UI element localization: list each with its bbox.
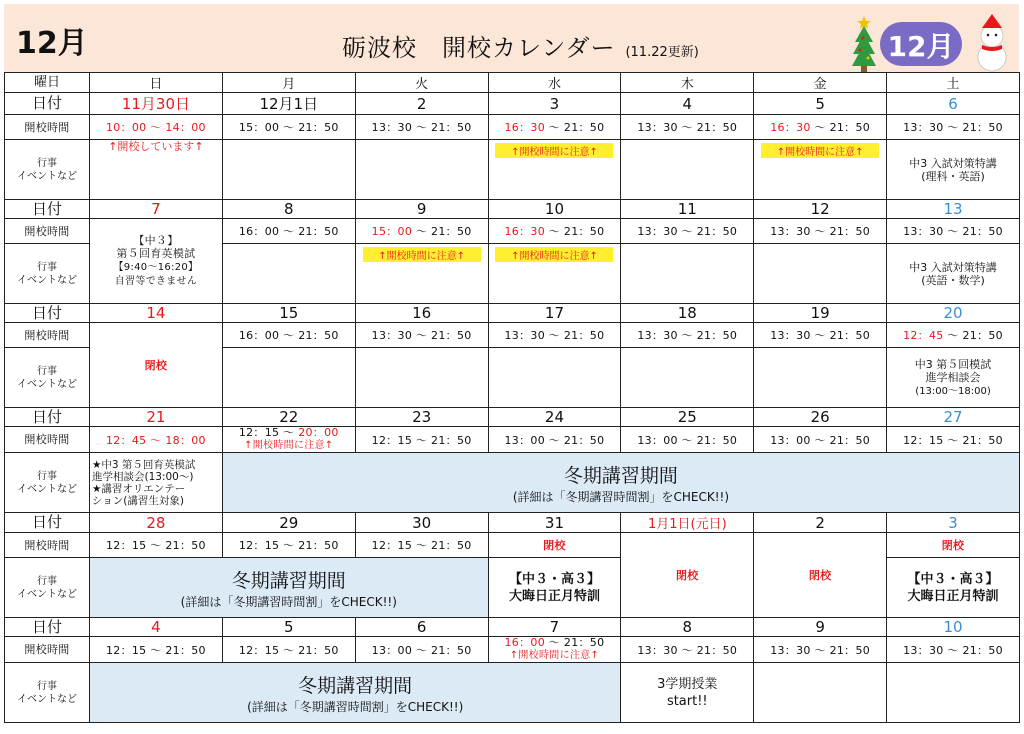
date-cell: 24 [488,408,621,427]
event-cell [222,140,355,200]
closed-cell: 閉校 [488,533,621,558]
event-cell [754,348,887,408]
event-cell [222,244,355,304]
time-cell: 13：30 ～ 21：50 [754,219,887,244]
date-label: 日付 [5,304,90,323]
time-cell: 13：00 ～ 21：50 [488,427,621,453]
date-row [5,618,1020,637]
date-cell: 31 [488,513,621,533]
time-row [5,533,1020,558]
date-cell: 23 [355,408,488,427]
time-row [5,115,1020,140]
date-cell: 28 [90,513,223,533]
time-cell: 13：30 ～ 21：50 [621,637,754,663]
notice-highlight: ↑開校時間に注意↑ [495,247,613,262]
time-cell: 13：30 ～ 21：50 [355,323,488,348]
event-cell [754,663,887,723]
updated-note: (11.22更新) [625,45,699,60]
event-cell: ★中3 第５回育英模試 進学相談会(13:00～) ★講習オリエンテー ション(講習生対象) [90,453,223,513]
time-cell: 13：30 ～ 21：50 [754,637,887,663]
time-cell: 12：15 ～ 21：50 [222,637,355,663]
event-cell [355,348,488,408]
date-cell: 11月30日 [90,93,223,115]
event-cell: 中3 入試対策特講 (理科・英語) [887,140,1020,200]
date-cell: 10 [887,618,1020,637]
date-label: 日付 [5,408,90,427]
weekday-row [5,73,1020,93]
time-row [5,427,1020,453]
time-cell: 13：30 ～ 21：50 [887,115,1020,140]
time-cell: 12：15 ～ 20：00 ↑開校時間に注意↑ [222,427,355,453]
page-title [342,28,699,63]
time-cell: 16：00 ～ 21：50 [222,323,355,348]
weekday-tue: 火 [355,73,488,93]
time-label: 開校時間 [5,533,90,558]
event-cell [754,140,887,200]
event-row [5,453,1020,513]
snowman-icon [978,14,1006,71]
time-cell: 12：15 ～ 21：50 [355,533,488,558]
event-cell [355,140,488,200]
winter-course-banner: 冬期講習期間 (詳細は「冬期講習時間割」をCHECK!!) [222,453,1019,513]
date-cell: 20 [887,304,1020,323]
date-cell: 11 [621,200,754,219]
winter-course-banner: 冬期講習期間 (詳細は「冬期講習時間割」をCHECK!!) [90,558,489,618]
date-cell: 7 [488,618,621,637]
time-cell: 13：30 ～ 21：50 [887,637,1020,663]
event-cell: ↑開校しています↑ [90,140,223,200]
event-cell [754,244,887,304]
closed-cell: 閉校 [621,533,754,618]
date-cell: 9 [754,618,887,637]
date-cell: 26 [754,408,887,427]
notice-highlight: ↑開校時間に注意↑ [495,143,613,158]
time-cell: 16：00 ～ 21：50 ↑開校時間に注意↑ [488,637,621,663]
time-cell: 13：00 ～ 21：50 [754,427,887,453]
time-row [5,637,1020,663]
time-cell: 13：00 ～ 21：50 [355,637,488,663]
event-cell: 3学期授業 start!! [621,663,754,723]
date-row [5,513,1020,533]
date-cell: 3 [488,93,621,115]
date-cell: 6 [887,93,1020,115]
header-band [4,4,1019,72]
time-label: 開校時間 [5,427,90,453]
date-label: 日付 [5,618,90,637]
event-label: 行事 イベントなど [5,244,90,304]
date-row [5,200,1020,219]
date-cell: 9 [355,200,488,219]
time-cell: 12：15 ～ 21：50 [90,637,223,663]
date-cell: 7 [90,200,223,219]
event-cell: 中3 入試対策特講 (英語・数学) [887,244,1020,304]
weekday-fri: 金 [754,73,887,93]
closed-cell: 閉校 [754,533,887,618]
date-row [5,93,1020,115]
time-label: 開校時間 [5,219,90,244]
date-cell: 5 [754,93,887,115]
time-cell: 13：00 ～ 21：50 [621,427,754,453]
event-cell [621,244,754,304]
date-cell: 3 [887,513,1020,533]
christmas-tree-icon [852,16,876,72]
time-cell: 10：00 ～ 14：00 [90,115,223,140]
date-cell: 16 [355,304,488,323]
time-cell: 12：15 ～ 21：50 [222,533,355,558]
event-cell [355,244,488,304]
date-row [5,304,1020,323]
time-label: 開校時間 [5,115,90,140]
date-cell: 10 [488,200,621,219]
date-cell: 15 [222,304,355,323]
date-cell: 2 [754,513,887,533]
date-cell: 6 [355,618,488,637]
date-cell: 12 [754,200,887,219]
date-cell: 18 [621,304,754,323]
event-cell [222,348,355,408]
time-cell: 12：15 ～ 21：50 [90,533,223,558]
title-text: 砺波校 開校カレンダー [342,34,616,62]
date-label: 日付 [5,200,90,219]
event-label: 行事 イベントなど [5,453,90,513]
date-cell: 13 [887,200,1020,219]
time-cell: 13：30 ～ 21：50 [621,219,754,244]
closed-cell: 閉校 [887,533,1020,558]
event-cell [887,663,1020,723]
time-cell: 13：30 ～ 21：50 [621,323,754,348]
date-cell: 4 [90,618,223,637]
time-label: 開校時間 [5,323,90,348]
winter-decoration-icon [852,12,1022,74]
time-cell: 16：30 ～ 21：50 [488,219,621,244]
event-cell: 【中３・高３】 大晦日正月特訓 [488,558,621,618]
time-row [5,323,1020,348]
event-cell: 【中３】 第５回育英模試 【9:40～16:20】 自習等できません [90,219,223,304]
time-cell: 12：15 ～ 21：50 [887,427,1020,453]
date-cell: 25 [621,408,754,427]
date-cell: 12月1日 [222,93,355,115]
notice-highlight: ↑開校時間に注意↑ [363,247,481,262]
time-row [5,219,1020,244]
calendar-table [4,72,1020,723]
event-label: 行事 イベントなど [5,348,90,408]
date-cell: 17 [488,304,621,323]
event-cell [621,140,754,200]
date-label: 日付 [5,513,90,533]
weekday-wed: 水 [488,73,621,93]
time-cell: 13：30 ～ 21：50 [488,323,621,348]
weekday-sun: 日 [90,73,223,93]
time-cell: 12：45 ～ 18：00 [90,427,223,453]
time-cell: 12：15 ～ 21：50 [355,427,488,453]
month-badge [880,22,962,66]
event-cell: 【中３・高３】 大晦日正月特訓 [887,558,1020,618]
closed-cell: 閉校 [90,323,223,408]
date-cell: 8 [222,200,355,219]
event-cell [621,348,754,408]
time-cell: 16：00 ～ 21：50 [222,219,355,244]
weekday-label: 曜日 [5,73,90,93]
date-cell: 19 [754,304,887,323]
time-cell: 15：00 ～ 21：50 [355,219,488,244]
event-label: 行事 イベントなど [5,663,90,723]
event-row [5,663,1020,723]
date-cell: 8 [621,618,754,637]
time-cell: 12：45 ～ 21：50 [887,323,1020,348]
weekday-sat: 土 [887,73,1020,93]
event-row [5,140,1020,200]
event-cell [488,140,621,200]
event-cell [488,348,621,408]
date-row [5,408,1020,427]
date-cell: 29 [222,513,355,533]
date-cell: 5 [222,618,355,637]
date-label: 日付 [5,93,90,115]
time-label: 開校時間 [5,637,90,663]
date-cell: 2 [355,93,488,115]
date-cell: 14 [90,304,223,323]
time-cell: 13：30 ～ 21：50 [887,219,1020,244]
weekday-mon: 月 [222,73,355,93]
month-label: 12月 [16,26,88,61]
time-cell: 13：30 ～ 21：50 [355,115,488,140]
event-label: 行事 イベントなど [5,140,90,200]
time-cell: 13：30 ～ 21：50 [754,323,887,348]
date-cell: 21 [90,408,223,427]
event-label: 行事 イベントなど [5,558,90,618]
date-cell: 1月1日(元日) [621,513,754,533]
time-cell: 16：30 ～ 21：50 [488,115,621,140]
weekday-thu: 木 [621,73,754,93]
notice-highlight: ↑開校時間に注意↑ [761,143,879,158]
event-cell: 中3 第５回模試 進学相談会 (13:00～18:00) [887,348,1020,408]
time-cell: 15：00 ～ 21：50 [222,115,355,140]
time-cell: 13：30 ～ 21：50 [621,115,754,140]
time-cell: 16：30 ～ 21：50 [754,115,887,140]
date-cell: 27 [887,408,1020,427]
winter-course-banner: 冬期講習期間 (詳細は「冬期講習時間割」をCHECK!!) [90,663,621,723]
event-cell [488,244,621,304]
date-cell: 30 [355,513,488,533]
date-cell: 22 [222,408,355,427]
svg-text:12月: 12月 [887,30,955,63]
date-cell: 4 [621,93,754,115]
